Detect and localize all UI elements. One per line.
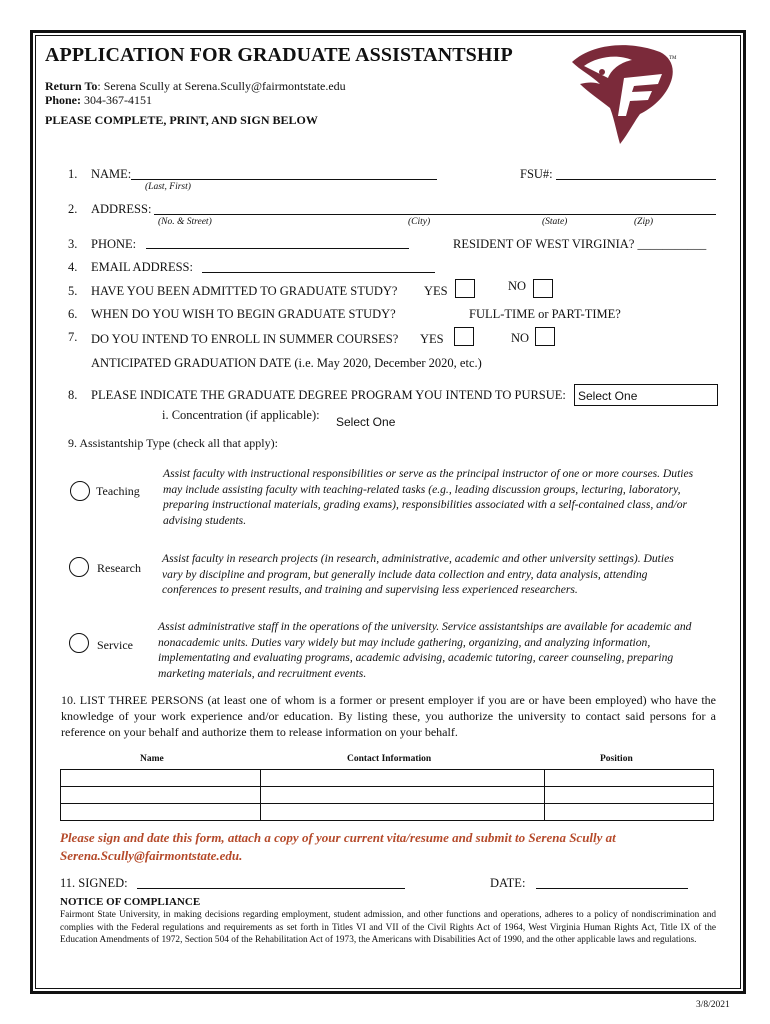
summer-yes-checkbox[interactable] [454, 327, 474, 346]
form-revision-date: 3/8/2021 [696, 1000, 730, 1010]
state-hint: (State) [542, 217, 568, 227]
name-hint: (Last, First) [145, 182, 191, 192]
phone-field-label: PHONE: [91, 237, 137, 251]
begin-study-question: WHEN DO YOU WISH TO BEGIN GRADUATE STUDY? [91, 307, 396, 321]
admitted-no-label: NO [508, 279, 527, 293]
email-field[interactable] [202, 272, 435, 273]
reference-position-cell[interactable] [545, 787, 714, 804]
research-radio[interactable] [69, 557, 89, 577]
resident-wv-question[interactable]: RESIDENT OF WEST VIRGINIA? ___________ [453, 237, 707, 251]
zip-hint: (Zip) [634, 217, 653, 227]
return-to-label: Return To [45, 79, 98, 93]
notice-text: Fairmont State University, in making decisions regarding employment, student admission, and other functions and operations, adheres to a policy of nondiscrimination and complies with the Federal regulations and requirements as set forth in Titles VI and VII of the Civil Rights Act of 1964, West Virginia Human Rights Act, Title IX of the Education Amendments of 1972, Section 504 of the Rehabilitation Act of 1973, the Americans with Disabilities Act of 1990, and the other applicable laws and regulations. [60, 910, 716, 946]
program-select[interactable]: Select One [574, 384, 718, 406]
teaching-description: Assist faculty with instructional responsibilities or serve as the principal instructor of one or more courses. Duties may include assisting faculty with teaching-related tasks (e.g., leading discussion groups, lecturing, laboratory, preparing instructional materials, grading exams), responsibilities associated with a self-contained class, and/or advising students. [163, 467, 694, 527]
summer-yes-label: YES [420, 332, 444, 346]
falcon-mascot-logo-icon [566, 38, 678, 146]
reference-contact-cell[interactable] [261, 787, 545, 804]
phone-line [45, 93, 152, 108]
instruction-text: PLEASE COMPLETE, PRINT, AND SIGN BELOW [45, 113, 318, 127]
trademark-mark: TM [669, 56, 677, 61]
signed-label: 11. SIGNED: [60, 876, 128, 890]
degree-program-question: PLEASE INDICATE THE GRADUATE DEGREE PROGRAM YOU INTEND TO PURSUE: [91, 388, 566, 402]
reference-contact-cell[interactable] [261, 770, 545, 787]
teaching-label: Teaching [96, 484, 140, 498]
return-to-value: : Serena Scully at Serena.Scully@fairmontstate.edu [97, 79, 346, 93]
name-field[interactable] [131, 179, 437, 180]
teaching-radio[interactable] [70, 481, 90, 501]
table-row [61, 770, 714, 787]
phone-value: 304-367-4151 [81, 93, 152, 107]
table-row [61, 804, 714, 821]
reference-name-cell[interactable] [61, 787, 261, 804]
research-description: Assist faculty in research projects (in research, administrative, academic and other university settings). Duties vary by discipline and program, but generally include data collection and entry, data analysis, attending conferences to present results, and training and supervising less experienced researchers. [162, 552, 674, 597]
q6-number: 6. [68, 307, 78, 321]
q4-number: 4. [68, 260, 78, 274]
admitted-yes-checkbox[interactable] [455, 279, 475, 298]
table-row [61, 787, 714, 804]
col-header-name: Name [140, 754, 164, 764]
assistantship-type-label: 9. Assistantship Type (check all that apply): [68, 436, 278, 450]
anticipated-graduation-label: ANTICIPATED GRADUATION DATE (i.e. May 2020, December 2020, etc.) [91, 356, 482, 370]
concentration-label: i. Concentration (if applicable): [162, 408, 320, 422]
service-description: Assist administrative staff in the operations of the university. Service assistantships are available for academic and nonacademic units. Duties vary widely but may include gathering, organizing, and analyzing information, implementating and evaluating programs, academic advising, academic tutoring, career counseling, preparing marketing materials, and recruitment events. [158, 620, 692, 680]
reference-contact-cell[interactable] [261, 804, 545, 821]
reference-name-cell[interactable] [61, 770, 261, 787]
notice-title: NOTICE OF COMPLIANCE [60, 896, 201, 908]
address-field[interactable] [154, 214, 716, 215]
q5-number: 5. [68, 284, 78, 298]
q7-number: 7. [68, 330, 78, 344]
fulltime-parttime-question: FULL-TIME or PART-TIME? [469, 307, 621, 321]
admitted-no-checkbox[interactable] [533, 279, 553, 298]
phone-label: Phone: [45, 93, 81, 107]
q3-number: 3. [68, 237, 78, 251]
fsu-number-field[interactable] [556, 179, 716, 180]
col-header-contact: Contact Information [347, 754, 432, 764]
references-instructions: 10. LIST THREE PERSONS (at least one of whom is a former or present employer if you are or have been employed) who have the knowledge of your work experience and/or education. By listing these, you authorize the university to contact said persons for a reference on your behalf and authorize them to release information on your behalf. [61, 693, 716, 739]
date-label: DATE: [490, 876, 526, 890]
col-header-position: Position [600, 754, 633, 764]
service-label: Service [97, 638, 133, 652]
name-label: NAME: [91, 167, 132, 181]
reference-name-cell[interactable] [61, 804, 261, 821]
references-table [60, 769, 714, 821]
date-field[interactable] [536, 888, 688, 889]
form-title: APPLICATION FOR GRADUATE ASSISTANTSHIP [45, 44, 513, 66]
concentration-select[interactable]: Select One [336, 415, 396, 429]
sign-and-submit-note: Please sign and date this form, attach a copy of your current vita/resume and submit to Serena Scully at Serena.Scully@fairmontstate.edu. [60, 830, 616, 863]
return-to-line [45, 79, 346, 94]
fsu-label: FSU#: [520, 167, 553, 181]
summer-question: DO YOU INTEND TO ENROLL IN SUMMER COURSES? [91, 332, 399, 346]
q1-number: 1. [68, 167, 78, 181]
research-label: Research [97, 561, 141, 575]
q2-number: 2. [68, 202, 78, 216]
admitted-question: HAVE YOU BEEN ADMITTED TO GRADUATE STUDY? [91, 284, 398, 298]
reference-position-cell[interactable] [545, 770, 714, 787]
phone-field[interactable] [146, 248, 409, 249]
signature-field[interactable] [137, 888, 405, 889]
email-label: EMAIL ADDRESS: [91, 260, 193, 274]
address-label: ADDRESS: [91, 202, 152, 216]
street-hint: (No. & Street) [158, 217, 212, 227]
summer-no-label: NO [511, 331, 530, 345]
city-hint: (City) [408, 217, 431, 227]
summer-no-checkbox[interactable] [535, 327, 555, 346]
q8-number: 8. [68, 388, 78, 402]
service-radio[interactable] [69, 633, 89, 653]
admitted-yes-label: YES [424, 284, 448, 298]
reference-position-cell[interactable] [545, 804, 714, 821]
